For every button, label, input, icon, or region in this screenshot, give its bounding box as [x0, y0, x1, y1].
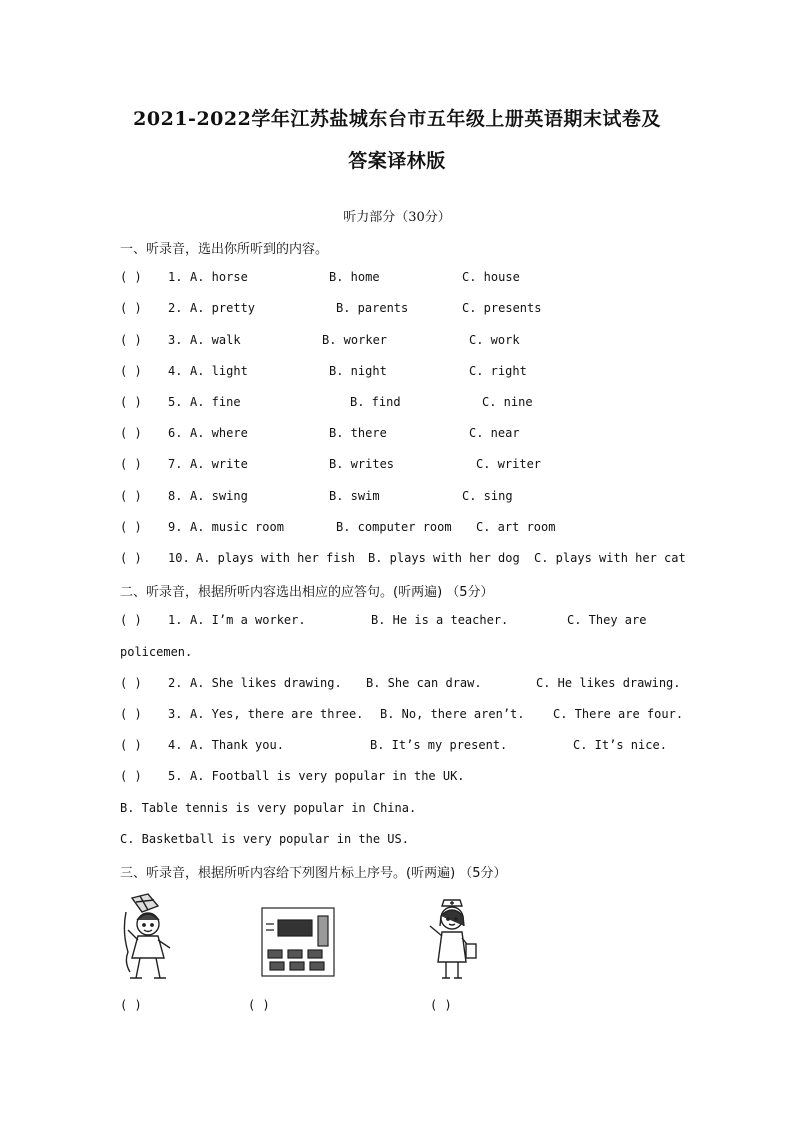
option-c: C. nine: [482, 395, 533, 409]
option-b: B. night: [329, 364, 387, 378]
section3-heading: 三、听录音，根据所听内容给下列图片标上序号。(听两遍) （5分）: [120, 866, 507, 881]
answer-bracket[interactable]: ( ): [120, 270, 142, 284]
answer-bracket[interactable]: ( ): [120, 364, 142, 378]
listening-header: 听力部分（30分）: [343, 210, 451, 225]
option-c: C. art room: [476, 520, 556, 534]
answer-bracket[interactable]: ( ): [120, 738, 142, 752]
option-c: C. presents: [462, 301, 542, 315]
answer-bracket[interactable]: ( ): [120, 676, 142, 690]
option-c: C. house: [462, 270, 520, 284]
option-c: C. Basketball is very popular in the US.: [120, 832, 409, 846]
option-c: C. There are four.: [553, 707, 684, 721]
answer-bracket[interactable]: ( ): [120, 551, 142, 565]
question-number: 5.: [168, 769, 183, 783]
question-number: 2.: [168, 301, 183, 315]
question-number: 5.: [168, 395, 183, 409]
option-a: A. light: [190, 364, 248, 378]
page-title: 2021-2022学年江苏盐城东台市五年级上册英语期末试卷及: [133, 108, 661, 130]
section1-heading: 一、听录音，选出你所听到的内容。: [120, 242, 329, 257]
classroom-icon: [258, 904, 338, 980]
option-c: C. They are: [567, 613, 647, 627]
option-b: B. parents: [336, 301, 409, 315]
option-c: C. near: [469, 426, 520, 440]
question-number: 4.: [168, 364, 183, 378]
option-a: A. music room: [190, 520, 284, 534]
option-b: B. writes: [329, 457, 395, 471]
answer-bracket[interactable]: ( ): [430, 998, 452, 1012]
option-a: A. pretty: [190, 301, 256, 315]
girl-with-kite-icon: [118, 892, 180, 984]
option-c: C. He likes drawing.: [536, 676, 681, 690]
answer-bracket[interactable]: ( ): [120, 707, 142, 721]
option-b: B. No, there aren’t.: [380, 707, 525, 721]
answer-bracket[interactable]: ( ): [120, 301, 142, 315]
answer-bracket[interactable]: ( ): [120, 489, 142, 503]
question-number: 6.: [168, 426, 183, 440]
option-a: A. She likes drawing.: [190, 676, 342, 690]
answer-bracket[interactable]: ( ): [120, 426, 142, 440]
question-number: 1.: [168, 270, 183, 284]
answer-bracket[interactable]: ( ): [120, 333, 142, 347]
section2-heading: 二、听录音，根据所听内容选出相应的应答句。(听两遍) （5分）: [120, 585, 494, 600]
option-c: C. sing: [462, 489, 513, 503]
option-a: A. write: [190, 457, 248, 471]
question-number: 8.: [168, 489, 183, 503]
nurse-icon: [422, 896, 482, 984]
question-number: 1.: [168, 613, 183, 627]
question-number: 9.: [168, 520, 183, 534]
option-c: C. right: [469, 364, 527, 378]
page-title-continued: 答案译林版: [348, 150, 446, 172]
option-a: A. swing: [190, 489, 248, 503]
option-a: A. I’m a worker.: [190, 613, 306, 627]
question-number: 2.: [168, 676, 183, 690]
answer-bracket[interactable]: ( ): [120, 613, 142, 627]
option-c: C. plays with her cat: [534, 551, 686, 565]
option-a: A. horse: [190, 270, 248, 284]
option-a: A. where: [190, 426, 248, 440]
option-b: B. computer room: [336, 520, 452, 534]
question-number: 7.: [168, 457, 183, 471]
question-number: 10.: [168, 551, 190, 565]
option-a: A. plays with her fish: [196, 551, 355, 565]
answer-bracket[interactable]: ( ): [120, 998, 142, 1012]
option-b: B. home: [329, 270, 380, 284]
option-b: B. swim: [329, 489, 380, 503]
answer-bracket[interactable]: ( ): [120, 457, 142, 471]
answer-bracket[interactable]: ( ): [248, 998, 270, 1012]
option-b: B. He is a teacher.: [371, 613, 509, 627]
answer-bracket[interactable]: ( ): [120, 769, 142, 783]
option-c: C. writer: [476, 457, 542, 471]
option-c: C. work: [469, 333, 520, 347]
option-a: A. fine: [190, 395, 241, 409]
option-a: A. walk: [190, 333, 241, 347]
question-number: 4.: [168, 738, 183, 752]
answer-bracket[interactable]: ( ): [120, 395, 142, 409]
option-b: B. there: [329, 426, 387, 440]
option-c: C. It’s nice.: [573, 738, 667, 752]
option-a: A. Football is very popular in the UK.: [190, 769, 465, 783]
answer-bracket[interactable]: ( ): [120, 520, 142, 534]
option-b: B. plays with her dog: [368, 551, 520, 565]
option-b: B. worker: [322, 333, 388, 347]
option-b: B. find: [350, 395, 401, 409]
option-b: B. It’s my present.: [370, 738, 508, 752]
answer-continuation: policemen.: [120, 645, 193, 659]
option-a: A. Thank you.: [190, 738, 284, 752]
option-a: A. Yes, there are three.: [190, 707, 364, 721]
option-b: B. She can draw.: [366, 676, 482, 690]
question-number: 3.: [168, 333, 183, 347]
question-number: 3.: [168, 707, 183, 721]
option-b: B. Table tennis is very popular in China.: [120, 801, 417, 815]
